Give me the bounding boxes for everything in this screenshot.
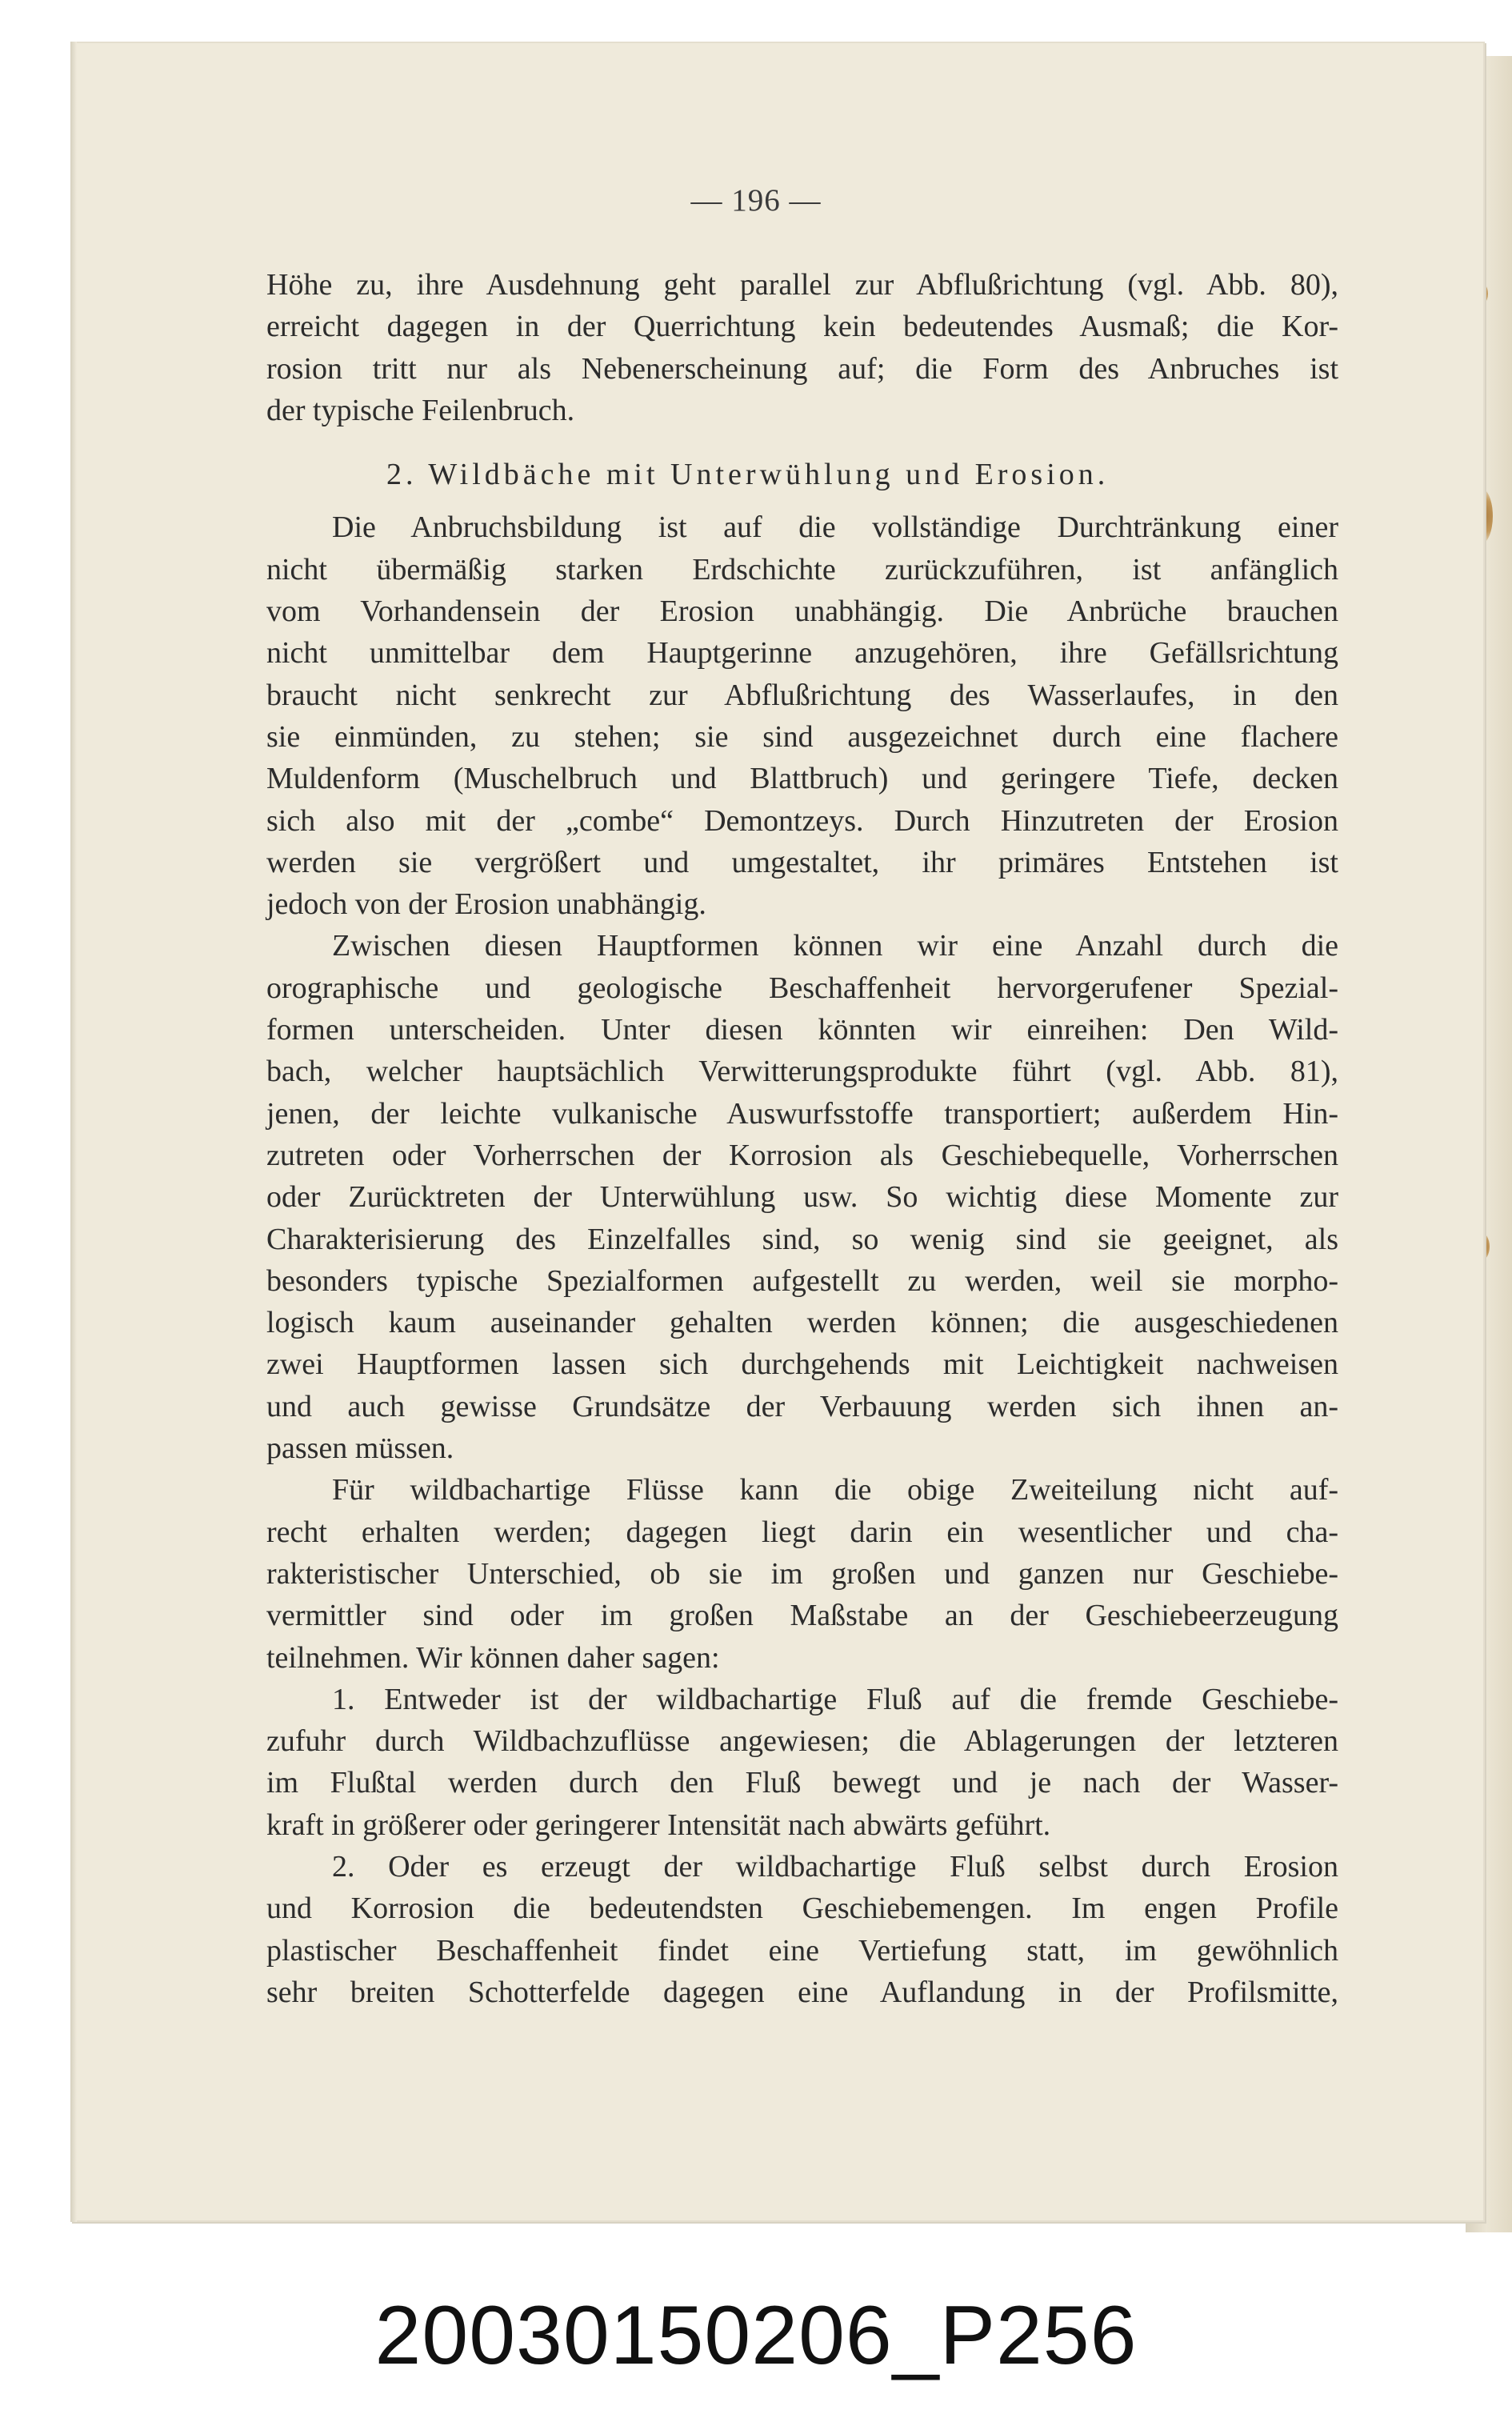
text-line: im Flußtal werden durch den Fluß bewegt und je nach der Wasser- [266, 1766, 1338, 1800]
section-heading: 2. Wildbäche mit Unterwühlung und Erosion. [386, 458, 1110, 492]
text-line: Muldenform (Muschelbruch und Blattbruch) und geringere Tiefe, decken [266, 762, 1338, 796]
text-line: Zwischen diesen Hauptformen können wir eine Anzahl durch die [332, 929, 1338, 963]
text-line: passen müssen. [266, 1431, 454, 1466]
text-line: zutreten oder Vorherrschen der Korrosion als Geschiebequelle, Vorherrschen [266, 1138, 1338, 1172]
image-id-caption: 20030150206_P256 [374, 2289, 1138, 2382]
page-body [266, 264, 1338, 2013]
text-line: Für wildbachartige Flüsse kann die obige Zweiteilung nicht auf- [332, 1473, 1338, 1507]
text-line: und auch gewisse Grundsätze der Verbauung werden sich ihnen an- [266, 1389, 1338, 1423]
text-line: Charakterisierung des Einzelfalles sind, so wenig sind sie geeignet, als [266, 1222, 1338, 1256]
text-line: 2. Oder es erzeugt der wildbachartige Fluß selbst durch Erosion [332, 1849, 1338, 1884]
text-line: sehr breiten Schotterfelde dagegen eine Auflandung in der Profilsmitte, [266, 1975, 1338, 2009]
text-line: recht erhalten werden; dagegen liegt darin ein wesentlicher und cha- [266, 1515, 1338, 1549]
text-line: sie einmünden, zu stehen; sie sind ausgezeichnet durch eine flachere [266, 719, 1338, 754]
paragraph-4 [266, 1469, 1338, 1678]
text-line: zwei Hauptformen lassen sich durchgehends mit Leichtigkeit nachweisen [266, 1347, 1338, 1382]
text-line: Die Anbruchsbildung ist auf die vollständige Durchtränkung einer [332, 510, 1338, 545]
text-line: erreicht dagegen in der Querrichtung kein bedeutendes Ausmaß; die Kor- [266, 310, 1338, 344]
text-line: jenen, der leichte vulkanische Auswurfsstoffe transportiert; außerdem Hin- [266, 1096, 1338, 1131]
text-line: zufuhr durch Wildbachzuflüsse angewiesen; die Ablagerungen der letzteren [266, 1724, 1338, 1759]
text-line: rakteristischer Unterschied, ob sie im großen und ganzen nur Geschiebe- [266, 1556, 1338, 1591]
text-line: orographische und geologische Beschaffenheit hervorgerufener Spezial- [266, 971, 1338, 1005]
text-line: nicht unmittelbar dem Hauptgerinne anzugehören, ihre Gefällsrichtung [266, 636, 1338, 671]
text-line: vermittler sind oder im großen Maßstabe an der Geschiebeerzeugung [266, 1599, 1338, 1633]
text-line: nicht übermäßig starken Erdschichte zurückzuführen, ist anfänglich [266, 552, 1338, 586]
text-line: jedoch von der Erosion unabhängig. [266, 887, 706, 922]
page-number: — 196 — [690, 183, 822, 218]
text-line: Höhe zu, ihre Ausdehnung geht parallel zur Abflußrichtung (vgl. Abb. 80), [266, 268, 1338, 302]
text-line: oder Zurücktreten der Unterwühlung usw. So wichtig diese Momente zur [266, 1180, 1338, 1215]
text-line: besonders typische Spezialformen aufgestellt zu werden, weil sie morpho- [266, 1263, 1338, 1298]
text-line: 1. Entweder ist der wildbachartige Fluß auf die fremde Geschiebe- [332, 1682, 1338, 1716]
text-line: der typische Feilenbruch. [266, 393, 575, 427]
text-line: logisch kaum auseinander gehalten werden können; die ausgeschiedenen [266, 1306, 1338, 1340]
text-line: braucht nicht senkrecht zur Abflußrichtung des Wasserlaufes, in den [266, 678, 1338, 712]
text-line: sich also mit der „combe“ Demontzeys. Durch Hinzutreten der Erosion [266, 803, 1338, 838]
text-line: plastischer Beschaffenheit findet eine Vertiefung statt, im gewöhnlich [266, 1933, 1338, 1968]
paragraph-2 [266, 506, 1338, 925]
paragraph-5 [266, 1679, 1338, 1846]
text-line: werden sie vergrößert und umgestaltet, ihr primäres Entstehen ist [266, 845, 1338, 879]
paragraph-1 [266, 264, 1338, 431]
text-line: formen unterscheiden. Unter diesen könnten wir einreihen: Den Wild- [266, 1013, 1338, 1047]
page-edge-shadow [70, 42, 77, 2222]
text-line: teilnehmen. Wir können daher sagen: [266, 1640, 720, 1675]
paragraph-3 [266, 925, 1338, 1469]
text-line: vom Vorhandensein der Erosion unabhängig. Die Anbrüche brauchen [266, 594, 1338, 629]
text-line: rosion tritt nur als Nebenerscheinung auf; die Form des Anbruches ist [266, 351, 1338, 386]
text-line: und Korrosion die bedeutendsten Geschiebemengen. Im engen Profile [266, 1892, 1338, 1926]
text-line: kraft in größerer oder geringerer Intensität nach abwärts geführt. [266, 1808, 1051, 1842]
text-line: bach, welcher hauptsächlich Verwitterungsprodukte führt (vgl. Abb. 81), [266, 1055, 1338, 1089]
paragraph-6 [266, 1846, 1338, 2013]
